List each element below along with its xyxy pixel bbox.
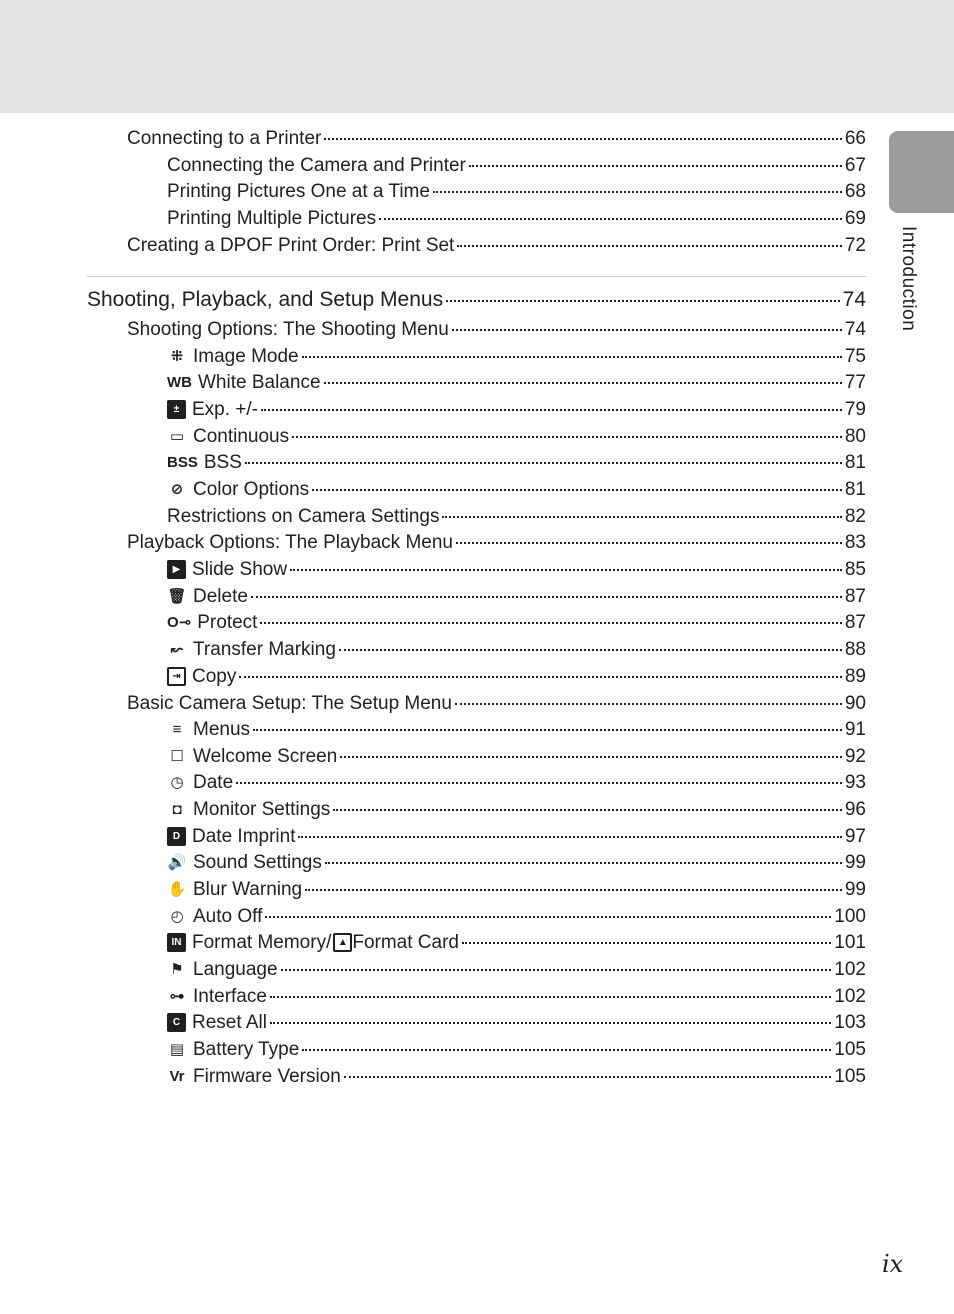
toc-entry-label: Battery Type: [193, 1039, 300, 1060]
dot-leader: [270, 996, 831, 998]
toc-entry-page: 75: [844, 346, 866, 367]
sound-settings-icon: 🔊: [167, 854, 187, 871]
dot-leader: [325, 862, 842, 864]
section-tab: [889, 131, 954, 213]
toc-entry: [167, 636, 866, 663]
toc-entry-label: Protect: [197, 612, 258, 633]
toc-entry: [167, 583, 866, 610]
toc-entry-page: 97: [844, 826, 866, 847]
toc-entry-page: 82: [844, 506, 866, 527]
menus-icon: ≡: [172, 721, 182, 738]
toc-entry: [167, 956, 866, 983]
toc-entry-page: 99: [844, 852, 866, 873]
toc-entry-label: Firmware Version: [193, 1066, 341, 1087]
toc-entry-label: Basic Camera Setup: The Setup Menu: [127, 693, 452, 714]
toc-entry-page: 92: [844, 746, 866, 767]
toc-entry-page: 93: [844, 772, 866, 793]
color-options-icon: ⊘: [170, 481, 184, 498]
toc-entry: [167, 1009, 866, 1036]
dot-leader: [302, 1049, 831, 1051]
toc-entry-label: Interface: [193, 986, 267, 1007]
dot-leader: [298, 836, 841, 838]
toc-entry: [167, 663, 866, 690]
toc-entry-label: White Balance: [198, 372, 321, 393]
dot-leader: [469, 165, 842, 167]
dot-leader: [456, 542, 842, 544]
toc-entry: [167, 929, 866, 956]
toc-entry-page: 96: [844, 799, 866, 820]
toc-entry-label: Date: [193, 772, 234, 793]
toc-entry: [167, 903, 866, 930]
toc-entry-page: 101: [834, 932, 866, 953]
toc-entry: [167, 796, 866, 823]
date-imprint-icon: D: [167, 827, 186, 846]
toc-entry-page: 83: [844, 532, 866, 553]
toc-entry-label: Auto Off: [193, 906, 263, 927]
toc-entry-label: Color Options: [193, 479, 310, 500]
toc-entry-label: Image Mode: [193, 346, 299, 367]
dot-leader: [290, 569, 842, 571]
toc-entry-label: Reset All: [192, 1012, 267, 1033]
toc-entry-label: Menus: [193, 719, 251, 740]
toc-entry: [127, 529, 866, 556]
dot-leader: [292, 436, 842, 438]
dot-leader: [379, 218, 842, 220]
protect-icon: O⊸: [167, 614, 192, 631]
toc-entry: [167, 205, 866, 232]
dot-leader: [462, 942, 831, 944]
copy-icon: ⇥: [167, 667, 186, 686]
toc-entry-page: 74: [844, 319, 866, 340]
toc-entry-page: 103: [834, 1012, 866, 1033]
toc-entry-page: 102: [834, 959, 866, 980]
toc-entry-label: Format Memory/: [192, 932, 332, 953]
toc-entry: [127, 125, 866, 152]
interface-icon: ⊶: [169, 988, 185, 1005]
dot-leader: [344, 1076, 831, 1078]
toc-entry-page: 105: [834, 1039, 866, 1060]
dot-leader: [324, 138, 842, 140]
toc-entry: [127, 690, 866, 717]
transfer-marking-icon: ↜: [170, 641, 184, 658]
firmware-version-icon: Vr: [169, 1068, 185, 1085]
toc-entry-page: 89: [844, 666, 866, 687]
toc-entry: [167, 152, 866, 179]
dot-leader: [251, 596, 842, 598]
dot-leader: [433, 191, 842, 193]
toc-entry-page: 85: [844, 559, 866, 580]
dot-leader: [305, 889, 842, 891]
toc-entry-label: Connecting the Camera and Printer: [167, 155, 466, 176]
toc-entry-page: 69: [844, 208, 866, 229]
section-divider: [87, 276, 866, 277]
toc-entry: [167, 476, 866, 503]
welcome-screen-icon: ☐: [170, 748, 184, 765]
toc-entry-page: 90: [844, 693, 866, 714]
dot-leader: [236, 782, 842, 784]
toc-entry-page: 87: [844, 612, 866, 633]
toc-entry: [167, 396, 866, 423]
toc-entry-page: 80: [844, 426, 866, 447]
dot-leader: [302, 356, 842, 358]
toc-entry-label: Continuous: [193, 426, 290, 447]
exposure-compensation-icon: ±: [167, 400, 186, 419]
dot-leader: [324, 382, 842, 384]
language-icon: ⚑: [170, 961, 184, 978]
section-tab-label: Introduction: [898, 226, 919, 332]
toc-entry: [167, 823, 866, 850]
toc-entry-page: 74: [842, 288, 866, 311]
page-number: ix: [882, 1250, 904, 1278]
toc-entry: [127, 316, 866, 343]
dot-leader: [253, 729, 842, 731]
toc-entry: [167, 423, 866, 450]
toc-entry-label: Language: [193, 959, 278, 980]
dot-leader: [281, 969, 832, 971]
toc-entry: [167, 343, 866, 370]
blur-warning-icon: ✋: [167, 881, 187, 898]
dot-leader: [270, 1022, 831, 1024]
toc-entry: [167, 369, 866, 396]
toc-entry-label: Connecting to a Printer: [127, 128, 322, 149]
dot-leader: [339, 649, 842, 651]
toc-entry-label: Printing Multiple Pictures: [167, 208, 377, 229]
toc-entry: [167, 178, 866, 205]
toc-entry-label: Monitor Settings: [193, 799, 331, 820]
toc-entry-page: 81: [844, 479, 866, 500]
toc-entry: [167, 716, 866, 743]
battery-type-icon: ▤: [169, 1041, 185, 1058]
toc-entry-label: BSS: [203, 452, 242, 473]
dot-leader: [245, 462, 842, 464]
toc-entry-page: 100: [834, 906, 866, 927]
toc-entry: [167, 876, 866, 903]
toc-entry: [87, 286, 866, 313]
format-memory-icon: IN: [167, 933, 186, 952]
dot-leader: [452, 329, 842, 331]
toc-entry: [167, 769, 866, 796]
toc-entry: [167, 849, 866, 876]
toc-entry-page: 91: [844, 719, 866, 740]
toc-entry-label: Printing Pictures One at a Time: [167, 181, 430, 202]
toc-entry: [167, 503, 866, 530]
dot-leader: [457, 245, 842, 247]
toc-entry: [167, 556, 866, 583]
toc-entry-label: Slide Show: [192, 559, 288, 580]
toc-entry-label: Playback Options: The Playback Menu: [127, 532, 453, 553]
toc-entry-label: Exp. +/-: [192, 399, 258, 420]
toc-entry: [167, 1036, 866, 1063]
dot-leader: [333, 809, 842, 811]
toc-entry-label: Delete: [193, 586, 248, 607]
toc-entry: [167, 449, 866, 476]
white-balance-icon: WB: [167, 374, 192, 391]
toc-entry-page: 87: [844, 586, 866, 607]
toc-entry-label: Blur Warning: [193, 879, 303, 900]
dot-leader: [265, 916, 831, 918]
auto-off-icon: ◴: [170, 908, 184, 925]
bss-icon: BSS: [167, 454, 198, 471]
toc-entry-page: 102: [834, 986, 866, 1007]
header-band: [0, 0, 954, 113]
dot-leader: [340, 756, 842, 758]
format-card-icon: ▲: [333, 933, 352, 952]
date-icon: ◷: [170, 774, 184, 791]
toc-entry-page: 105: [834, 1066, 866, 1087]
dot-leader: [260, 622, 841, 624]
toc-entry: [167, 743, 866, 770]
toc-entry: [167, 1063, 866, 1090]
toc-entry-page: 72: [844, 235, 866, 256]
dot-leader: [442, 516, 841, 518]
toc-entry-page: 67: [844, 155, 866, 176]
toc-entry-label: Date Imprint: [192, 826, 296, 847]
dot-leader: [261, 409, 842, 411]
toc-entry-page: 68: [844, 181, 866, 202]
dot-leader: [446, 300, 840, 302]
toc-entry-label: Transfer Marking: [193, 639, 336, 660]
toc-entry-page: 99: [844, 879, 866, 900]
toc-entry: [167, 609, 866, 636]
continuous-icon: ▭: [169, 428, 185, 445]
delete-icon: 🗑: [167, 588, 187, 605]
toc-entry-label: Welcome Screen: [193, 746, 338, 767]
toc-entry-label: Shooting, Playback, and Setup Menus: [87, 288, 444, 311]
toc-entry-label-b: Format Card: [352, 932, 459, 953]
dot-leader: [312, 489, 842, 491]
toc-entry-label: Sound Settings: [193, 852, 322, 873]
toc-entry-page: 79: [844, 399, 866, 420]
image-mode-icon: ⁜: [170, 348, 184, 365]
monitor-settings-icon: ◘: [172, 801, 182, 818]
toc-entry-page: 88: [844, 639, 866, 660]
toc-entry-page: 81: [844, 452, 866, 473]
toc-entry-label: Restrictions on Camera Settings: [167, 506, 440, 527]
toc-entry-page: 66: [844, 128, 866, 149]
dot-leader: [455, 703, 842, 705]
toc-entry-label: Shooting Options: The Shooting Menu: [127, 319, 449, 340]
toc-entry-page: 77: [844, 372, 866, 393]
toc-entry-label: Creating a DPOF Print Order: Print Set: [127, 235, 455, 256]
toc-entry-label: Copy: [192, 666, 237, 687]
dot-leader: [239, 676, 842, 678]
reset-all-icon: C: [167, 1013, 186, 1032]
toc-entry: [127, 232, 866, 259]
slide-show-icon: ▶: [167, 560, 186, 579]
toc-entry: [167, 983, 866, 1010]
